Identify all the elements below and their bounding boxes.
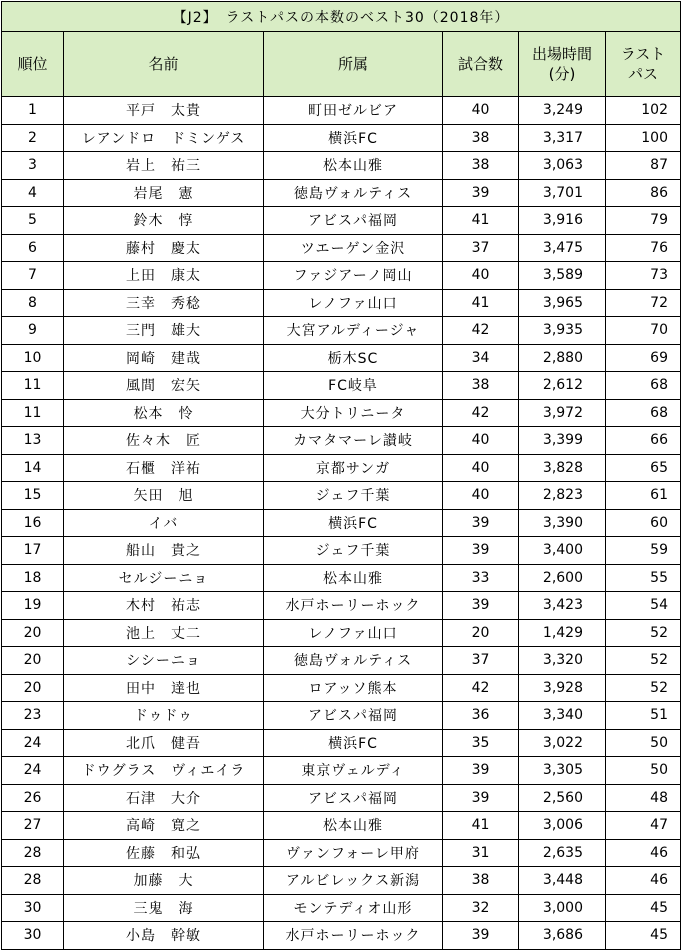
cell-matches: 39: [443, 757, 519, 785]
cell-minutes: 3,928: [519, 674, 606, 702]
cell-last-pass: 46: [606, 839, 681, 867]
cell-player-name: イバ: [64, 509, 264, 537]
table-row: [2, 344, 681, 372]
cell-last-pass: 70: [606, 317, 681, 345]
cell-last-pass: 59: [606, 537, 681, 565]
header-last-pass-line1: ラスト: [620, 45, 666, 63]
table-row: [2, 619, 681, 647]
table-row: [2, 207, 681, 235]
cell-matches: 34: [443, 344, 519, 372]
table-row: [2, 784, 681, 812]
cell-last-pass: 72: [606, 289, 681, 317]
header-last-pass-line2: パス: [627, 65, 658, 83]
cell-player-name: 岩尾 憲: [64, 179, 264, 207]
table-row: [2, 97, 681, 125]
cell-club: 水戸ホーリーホック: [264, 922, 443, 950]
cell-club: アルビレックス新潟: [264, 867, 443, 895]
cell-club: アビスパ福岡: [264, 702, 443, 730]
cell-club: 京都サンガ: [264, 454, 443, 482]
cell-last-pass: 79: [606, 207, 681, 235]
table-row: [2, 894, 681, 922]
cell-club: 松本山雅: [264, 152, 443, 180]
cell-last-pass: 60: [606, 509, 681, 537]
cell-rank: 30: [2, 922, 64, 950]
cell-rank: 16: [2, 509, 64, 537]
cell-last-pass: 68: [606, 399, 681, 427]
cell-last-pass: 54: [606, 592, 681, 620]
cell-minutes: 3,589: [519, 262, 606, 290]
header-matches: 試合数: [443, 32, 519, 97]
cell-rank: 28: [2, 839, 64, 867]
cell-club: ジェフ千葉: [264, 537, 443, 565]
cell-club: 大分トリニータ: [264, 399, 443, 427]
cell-minutes: 2,600: [519, 564, 606, 592]
cell-last-pass: 87: [606, 152, 681, 180]
cell-player-name: 佐藤 和弘: [64, 839, 264, 867]
table-row: [2, 454, 681, 482]
cell-rank: 3: [2, 152, 64, 180]
cell-last-pass: 102: [606, 97, 681, 125]
cell-matches: 42: [443, 399, 519, 427]
cell-rank: 11: [2, 372, 64, 400]
cell-matches: 41: [443, 289, 519, 317]
cell-rank: 19: [2, 592, 64, 620]
cell-minutes: 3,423: [519, 592, 606, 620]
cell-player-name: 石津 大介: [64, 784, 264, 812]
cell-club: レノファ山口: [264, 619, 443, 647]
table-row: [2, 647, 681, 675]
cell-minutes: 2,635: [519, 839, 606, 867]
cell-last-pass: 47: [606, 812, 681, 840]
table-row: [2, 262, 681, 290]
cell-club: 徳島ヴォルティス: [264, 647, 443, 675]
cell-player-name: 岩上 祐三: [64, 152, 264, 180]
cell-rank: 28: [2, 867, 64, 895]
cell-matches: 40: [443, 482, 519, 510]
header-name: 名前: [64, 32, 264, 97]
cell-rank: 7: [2, 262, 64, 290]
table-row: [2, 179, 681, 207]
cell-club: アビスパ福岡: [264, 207, 443, 235]
cell-minutes: 3,063: [519, 152, 606, 180]
header-minutes-line1: 出場時間: [531, 45, 592, 63]
cell-club: カマタマーレ讃岐: [264, 427, 443, 455]
cell-club: 松本山雅: [264, 812, 443, 840]
cell-matches: 39: [443, 784, 519, 812]
cell-minutes: 3,448: [519, 867, 606, 895]
table-header-row: [2, 32, 681, 97]
table-row: [2, 482, 681, 510]
cell-rank: 2: [2, 124, 64, 152]
table-row: [2, 317, 681, 345]
table-row: [2, 729, 681, 757]
table-row: [2, 124, 681, 152]
cell-player-name: 三鬼 海: [64, 894, 264, 922]
header-minutes-line2: (分): [548, 65, 576, 83]
cell-rank: 1: [2, 97, 64, 125]
table-row: [2, 922, 681, 950]
cell-last-pass: 61: [606, 482, 681, 510]
cell-last-pass: 73: [606, 262, 681, 290]
cell-last-pass: 55: [606, 564, 681, 592]
cell-player-name: 上田 康太: [64, 262, 264, 290]
cell-rank: 13: [2, 427, 64, 455]
cell-player-name: 平戸 太貴: [64, 97, 264, 125]
cell-player-name: ドゥドゥ: [64, 702, 264, 730]
cell-matches: 41: [443, 207, 519, 235]
cell-last-pass: 46: [606, 867, 681, 895]
table-row: [2, 592, 681, 620]
cell-rank: 11: [2, 399, 64, 427]
cell-matches: 40: [443, 97, 519, 125]
cell-rank: 24: [2, 757, 64, 785]
cell-rank: 23: [2, 702, 64, 730]
cell-player-name: ドウグラス ヴィエイラ: [64, 757, 264, 785]
cell-minutes: 3,965: [519, 289, 606, 317]
cell-player-name: 松本 怜: [64, 399, 264, 427]
cell-minutes: 3,828: [519, 454, 606, 482]
table-row: [2, 839, 681, 867]
cell-club: ロアッソ熊本: [264, 674, 443, 702]
cell-player-name: シシーニョ: [64, 647, 264, 675]
cell-player-name: 北爪 健吾: [64, 729, 264, 757]
table-row: [2, 537, 681, 565]
cell-last-pass: 52: [606, 619, 681, 647]
cell-last-pass: 51: [606, 702, 681, 730]
cell-rank: 5: [2, 207, 64, 235]
cell-matches: 40: [443, 262, 519, 290]
cell-minutes: 3,320: [519, 647, 606, 675]
cell-minutes: 3,022: [519, 729, 606, 757]
cell-club: 松本山雅: [264, 564, 443, 592]
header-rank: 順位: [2, 32, 64, 97]
cell-player-name: 池上 丈二: [64, 619, 264, 647]
cell-player-name: 風間 宏矢: [64, 372, 264, 400]
cell-player-name: レアンドロ ドミンゲス: [64, 124, 264, 152]
cell-minutes: 3,390: [519, 509, 606, 537]
table-title-row: [2, 2, 681, 32]
cell-club: 水戸ホーリーホック: [264, 592, 443, 620]
cell-minutes: 3,305: [519, 757, 606, 785]
cell-player-name: 岡崎 建哉: [64, 344, 264, 372]
header-minutes: [519, 32, 606, 97]
cell-minutes: 3,686: [519, 922, 606, 950]
cell-matches: 40: [443, 454, 519, 482]
cell-matches: 38: [443, 152, 519, 180]
table-row: [2, 372, 681, 400]
cell-minutes: 3,400: [519, 537, 606, 565]
cell-last-pass: 50: [606, 729, 681, 757]
cell-rank: 6: [2, 234, 64, 262]
cell-last-pass: 69: [606, 344, 681, 372]
cell-club: 大宮アルディージャ: [264, 317, 443, 345]
cell-rank: 30: [2, 894, 64, 922]
table-row: [2, 702, 681, 730]
cell-minutes: 3,475: [519, 234, 606, 262]
table-row: [2, 867, 681, 895]
cell-player-name: 船山 貴之: [64, 537, 264, 565]
cell-rank: 4: [2, 179, 64, 207]
cell-rank: 27: [2, 812, 64, 840]
cell-last-pass: 66: [606, 427, 681, 455]
table-row: [2, 427, 681, 455]
cell-club: 栃木SC: [264, 344, 443, 372]
cell-player-name: 小島 幹敏: [64, 922, 264, 950]
cell-last-pass: 86: [606, 179, 681, 207]
cell-player-name: 藤村 慶太: [64, 234, 264, 262]
cell-minutes: 3,935: [519, 317, 606, 345]
cell-last-pass: 50: [606, 757, 681, 785]
cell-matches: 39: [443, 179, 519, 207]
cell-club: 横浜FC: [264, 509, 443, 537]
cell-club: 横浜FC: [264, 729, 443, 757]
cell-rank: 26: [2, 784, 64, 812]
cell-player-name: 石櫃 洋祐: [64, 454, 264, 482]
cell-rank: 20: [2, 647, 64, 675]
cell-player-name: 矢田 旭: [64, 482, 264, 510]
cell-minutes: 2,612: [519, 372, 606, 400]
cell-club: ジェフ千葉: [264, 482, 443, 510]
cell-matches: 37: [443, 647, 519, 675]
cell-minutes: 3,317: [519, 124, 606, 152]
cell-minutes: 2,823: [519, 482, 606, 510]
cell-player-name: 鈴木 惇: [64, 207, 264, 235]
cell-matches: 35: [443, 729, 519, 757]
cell-club: 徳島ヴォルティス: [264, 179, 443, 207]
cell-matches: 32: [443, 894, 519, 922]
cell-matches: 38: [443, 124, 519, 152]
cell-matches: 38: [443, 867, 519, 895]
cell-matches: 37: [443, 234, 519, 262]
cell-matches: 39: [443, 509, 519, 537]
ranking-table: [1, 1, 681, 950]
table-row: [2, 289, 681, 317]
cell-rank: 24: [2, 729, 64, 757]
cell-matches: 42: [443, 317, 519, 345]
cell-matches: 39: [443, 922, 519, 950]
cell-last-pass: 100: [606, 124, 681, 152]
cell-minutes: 2,880: [519, 344, 606, 372]
cell-rank: 20: [2, 674, 64, 702]
table-row: [2, 399, 681, 427]
cell-minutes: 3,701: [519, 179, 606, 207]
cell-minutes: 1,429: [519, 619, 606, 647]
cell-minutes: 3,972: [519, 399, 606, 427]
cell-matches: 42: [443, 674, 519, 702]
cell-last-pass: 65: [606, 454, 681, 482]
cell-club: 町田ゼルビア: [264, 97, 443, 125]
cell-minutes: 3,916: [519, 207, 606, 235]
table-row: [2, 152, 681, 180]
header-club: 所属: [264, 32, 443, 97]
cell-matches: 39: [443, 592, 519, 620]
table-title: 【J2】 ラストパスの本数のベスト30（2018年）: [2, 2, 681, 32]
cell-player-name: 田中 達也: [64, 674, 264, 702]
cell-rank: 10: [2, 344, 64, 372]
table-row: [2, 812, 681, 840]
cell-matches: 20: [443, 619, 519, 647]
cell-club: レノファ山口: [264, 289, 443, 317]
cell-rank: 9: [2, 317, 64, 345]
cell-minutes: 3,399: [519, 427, 606, 455]
cell-last-pass: 52: [606, 674, 681, 702]
cell-rank: 17: [2, 537, 64, 565]
cell-matches: 39: [443, 537, 519, 565]
cell-minutes: 3,006: [519, 812, 606, 840]
cell-club: アビスパ福岡: [264, 784, 443, 812]
cell-last-pass: 48: [606, 784, 681, 812]
cell-matches: 33: [443, 564, 519, 592]
cell-player-name: セルジーニョ: [64, 564, 264, 592]
table-row: [2, 234, 681, 262]
cell-minutes: 3,249: [519, 97, 606, 125]
cell-club: モンテディオ山形: [264, 894, 443, 922]
cell-minutes: 3,340: [519, 702, 606, 730]
cell-last-pass: 45: [606, 922, 681, 950]
cell-club: ファジアーノ岡山: [264, 262, 443, 290]
cell-minutes: 3,000: [519, 894, 606, 922]
cell-rank: 20: [2, 619, 64, 647]
table-row: [2, 564, 681, 592]
table-row: [2, 509, 681, 537]
table-row: [2, 674, 681, 702]
cell-player-name: 三門 雄大: [64, 317, 264, 345]
table-row: [2, 757, 681, 785]
header-last-pass: [606, 32, 681, 97]
cell-last-pass: 76: [606, 234, 681, 262]
cell-club: ヴァンフォーレ甲府: [264, 839, 443, 867]
cell-matches: 36: [443, 702, 519, 730]
cell-rank: 14: [2, 454, 64, 482]
cell-club: FC岐阜: [264, 372, 443, 400]
cell-matches: 31: [443, 839, 519, 867]
cell-club: ツエーゲン金沢: [264, 234, 443, 262]
cell-minutes: 2,560: [519, 784, 606, 812]
cell-rank: 15: [2, 482, 64, 510]
cell-player-name: 加藤 大: [64, 867, 264, 895]
cell-club: 東京ヴェルディ: [264, 757, 443, 785]
cell-rank: 8: [2, 289, 64, 317]
cell-matches: 38: [443, 372, 519, 400]
cell-player-name: 高崎 寛之: [64, 812, 264, 840]
cell-player-name: 三幸 秀稔: [64, 289, 264, 317]
cell-matches: 40: [443, 427, 519, 455]
cell-player-name: 佐々木 匠: [64, 427, 264, 455]
cell-club: 横浜FC: [264, 124, 443, 152]
table-body: [2, 97, 681, 950]
cell-matches: 41: [443, 812, 519, 840]
cell-rank: 18: [2, 564, 64, 592]
cell-last-pass: 52: [606, 647, 681, 675]
cell-last-pass: 45: [606, 894, 681, 922]
cell-last-pass: 68: [606, 372, 681, 400]
cell-player-name: 木村 祐志: [64, 592, 264, 620]
